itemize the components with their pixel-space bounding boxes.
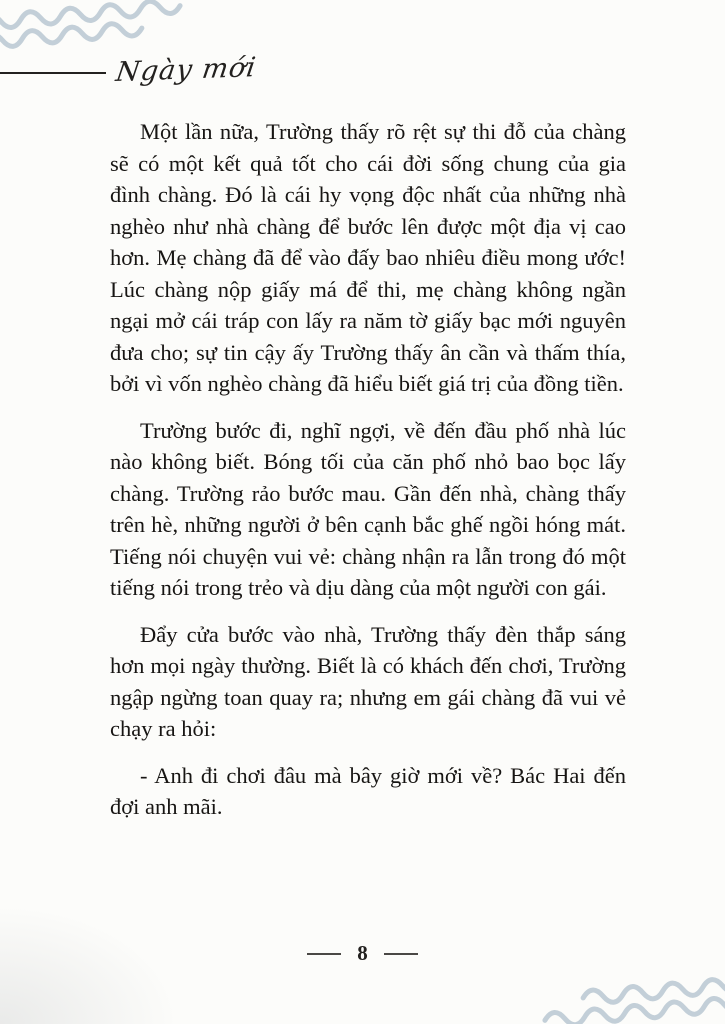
page-header <box>0 52 259 90</box>
page-footer <box>0 941 725 966</box>
body-paragraph: Trường bước đi, nghĩ ngợi, về đến đầu phố nhà lúc nào không biết. Bóng tối của căn phố nhỏ bao bọc lấy chàng. Trường rảo bước mau. Gần đến nhà, chàng thấy trên hè, những người ở bên cạnh bắc ghế ngồi hóng mát. Tiếng nói chuyện vui vẻ: chàng nhận ra lẫn trong đó một tiếng nói trong trẻo và dịu dàng của một người con gái. <box>110 417 626 600</box>
body-paragraph: Một lần nữa, Trường thấy rõ rệt sự thi đỗ của chàng sẽ có một kết quả tốt cho cái đời sống chung của gia đình chàng. Đó là cái hy vọng độc nhất của những nhà nghèo như nhà chàng để bước lên được một địa vị cao hơn. Mẹ chàng đã để vào đấy bao nhiêu điều mong ước! Lúc chàng nộp giấy má để thi, mẹ chàng không ngần ngại mở cái tráp con lấy ra năm tờ giấy bạc mới nguyên đưa cho; sự tin cậy ấy Trường thấy ân cần và thấm thía, bởi vì vốn nghèo chàng đã hiểu biết giá trị của đồng tiền. <box>110 119 626 396</box>
body-paragraph: - Anh đi chơi đâu mà bây giờ mới về? Bác Hai đến đợi anh mãi. <box>110 762 626 819</box>
header-rule <box>0 72 106 74</box>
book-title: Ngày mới <box>113 52 259 88</box>
footer-dash-right <box>384 953 418 955</box>
body-text <box>110 116 626 838</box>
body-paragraph: Đẩy cửa bước vào nhà, Trường thấy đèn thắp sáng hơn mọi ngày thường. Biết là có khách đến chơi, Trường ngập ngừng toan quay ra; nhưng em gái chàng đã vui vẻ chạy ra hỏi: <box>110 621 626 741</box>
page-number: 8 <box>357 941 368 965</box>
footer-dash-left <box>307 953 341 955</box>
